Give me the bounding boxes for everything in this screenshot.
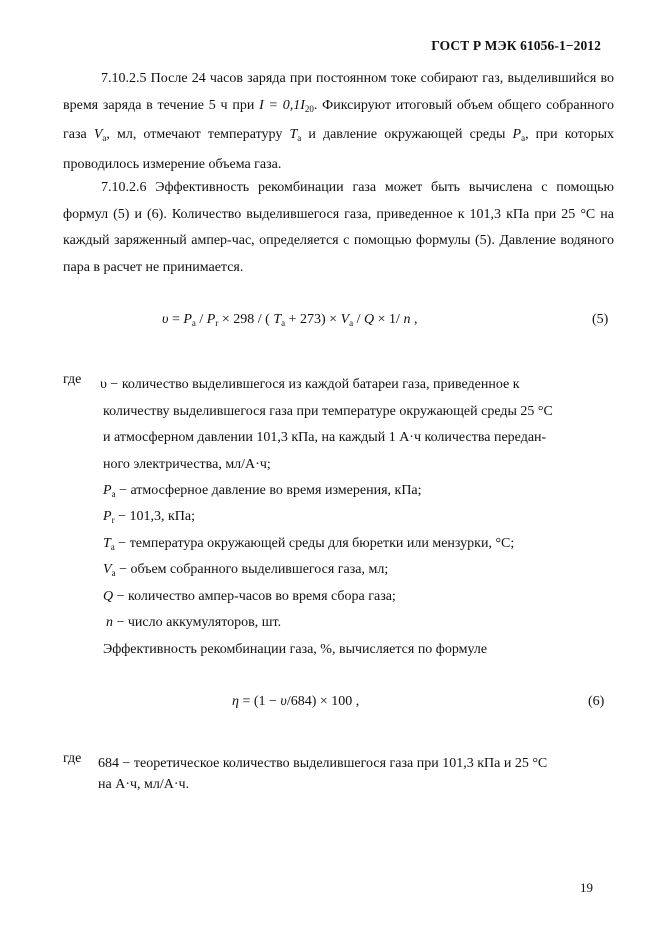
where-label-2: где	[63, 751, 82, 766]
f5-n: n	[403, 312, 411, 327]
f5-ta: T	[273, 312, 282, 327]
p1-mid2: , мл, отмечают температуру	[106, 127, 283, 142]
def-pa-sub: а	[111, 489, 116, 499]
p2-text: 7.10.2.6 Эффективность рекомбинации газа может быть вычислена с помощью формул (5) и (6). Количество выделившегося газа, приведенное к 101,3 кПа при 25 °С на каждый заряженный ампер-час, определяется с помощью формулы (5). Давление водяного пара в расчет не принимается.	[63, 180, 614, 275]
def-n-text: − число аккумуляторов, шт.	[113, 615, 282, 630]
f6-upsilon: υ	[280, 694, 287, 709]
upsilon-line-1: υ − количество выделившегося из каждой батареи газа, приведенное к	[100, 377, 520, 392]
def-pr-symbol: P	[103, 509, 112, 524]
def-n-symbol: n	[106, 615, 113, 630]
where2-line-1: 684 − теоретическое количество выделившегося газа при 101,3 кПа и 25 °С	[98, 756, 548, 771]
p1-mid3: и давление окружающей среды	[308, 127, 506, 142]
upsilon-line-4: ного электричества, мл/А·ч;	[103, 456, 271, 472]
def-ta-sub: а	[110, 542, 115, 552]
f5-298: × 298 / (	[218, 312, 274, 327]
formula-6-number: (6)	[588, 694, 605, 709]
formula-6-expression	[232, 694, 359, 710]
paragraph-7-10-2-6	[63, 175, 614, 281]
f5-upsilon: υ	[162, 312, 169, 327]
f5-comma: ,	[410, 312, 418, 327]
f5-slash: /	[195, 312, 207, 327]
definition-upsilon	[100, 372, 610, 478]
p1-va-sub: а	[102, 133, 107, 143]
def-ta-symbol: T	[103, 536, 111, 551]
f5-pa: P	[183, 312, 192, 327]
page-number: 19	[580, 880, 593, 895]
f5-eq: =	[168, 312, 184, 327]
upsilon-line-2: количеству выделившегося газа при температуре окружающей среды 25 °С	[103, 403, 553, 419]
p1-current-sub: 20	[304, 103, 314, 114]
def-pa-text: − атмосферное давление во время измерения, кПа;	[115, 483, 422, 498]
p1-pa-symbol: P	[512, 127, 522, 142]
def-va-symbol: V	[103, 562, 112, 577]
f5-va-sub: а	[349, 318, 354, 328]
f5-times-1n: × 1/	[374, 312, 404, 327]
f5-q: Q	[364, 312, 375, 327]
def-ta-text: − температура окружающей среды для бюретки или мензурки, °С;	[114, 536, 515, 551]
f6-part-a: = (1 −	[238, 694, 281, 709]
f6-eta: η	[232, 694, 239, 709]
def-pr-text: − 101,3, кПа;	[114, 509, 195, 524]
def-pr-sub: r	[111, 515, 115, 525]
definition-q	[103, 584, 613, 611]
p1-tail: , при которых проводилось измерение объема газа.	[63, 127, 615, 172]
f5-ta-sub: а	[281, 318, 286, 328]
def-q-symbol: Q	[103, 589, 114, 604]
where-label-1: где	[63, 372, 82, 387]
efficiency-intro: Эффективность рекомбинации газа, %, вычисляется по формуле	[103, 642, 488, 657]
f5-slash-q: /	[353, 312, 365, 327]
upsilon-line-3: и атмосферном давлении 101,3 кПа, на каждый 1 А·ч количества передан-	[103, 430, 547, 445]
f5-va: V	[340, 312, 350, 327]
f5-pr: P	[206, 312, 216, 327]
def-q-text: − количество ампер-часов во время сбора газа;	[113, 589, 396, 604]
p1-ta-symbol: T	[289, 127, 298, 142]
p1-mid: . Фиксируют итоговый объем общего собранного газа	[63, 97, 614, 142]
definition-va	[103, 557, 613, 587]
def-pa-symbol: P	[103, 483, 112, 498]
def-va-sub: а	[111, 568, 116, 578]
p1-pa-sub: а	[521, 133, 526, 143]
def-va-text: − объем собранного выделившегося газа, мл;	[115, 562, 389, 577]
formula-5-expression	[162, 312, 417, 328]
f6-part-b: /684) × 100 ,	[286, 694, 360, 709]
f5-273: + 273) ×	[285, 312, 341, 327]
where2-line-2: на А·ч, мл/А·ч.	[98, 777, 190, 792]
paragraph-7-10-2-5	[63, 66, 614, 178]
definition-n	[106, 610, 616, 637]
p1-ta-sub: а	[297, 133, 302, 143]
formula-5-number: (5)	[592, 312, 609, 327]
p1-current: I = 0,1I	[259, 97, 305, 113]
definition-pr	[103, 504, 613, 534]
f5-pr-sub: r	[215, 318, 219, 328]
f5-pa-sub: а	[191, 318, 196, 328]
p1-va-symbol: V	[93, 127, 103, 142]
document-header: ГОСТ Р МЭК 61056-1−2012	[431, 38, 601, 53]
p1-lead: 7.10.2.5 После 24 часов заряда при постоянном токе собирают газ, выделившийся во время заряда в течение 5 ч при	[63, 71, 614, 113]
